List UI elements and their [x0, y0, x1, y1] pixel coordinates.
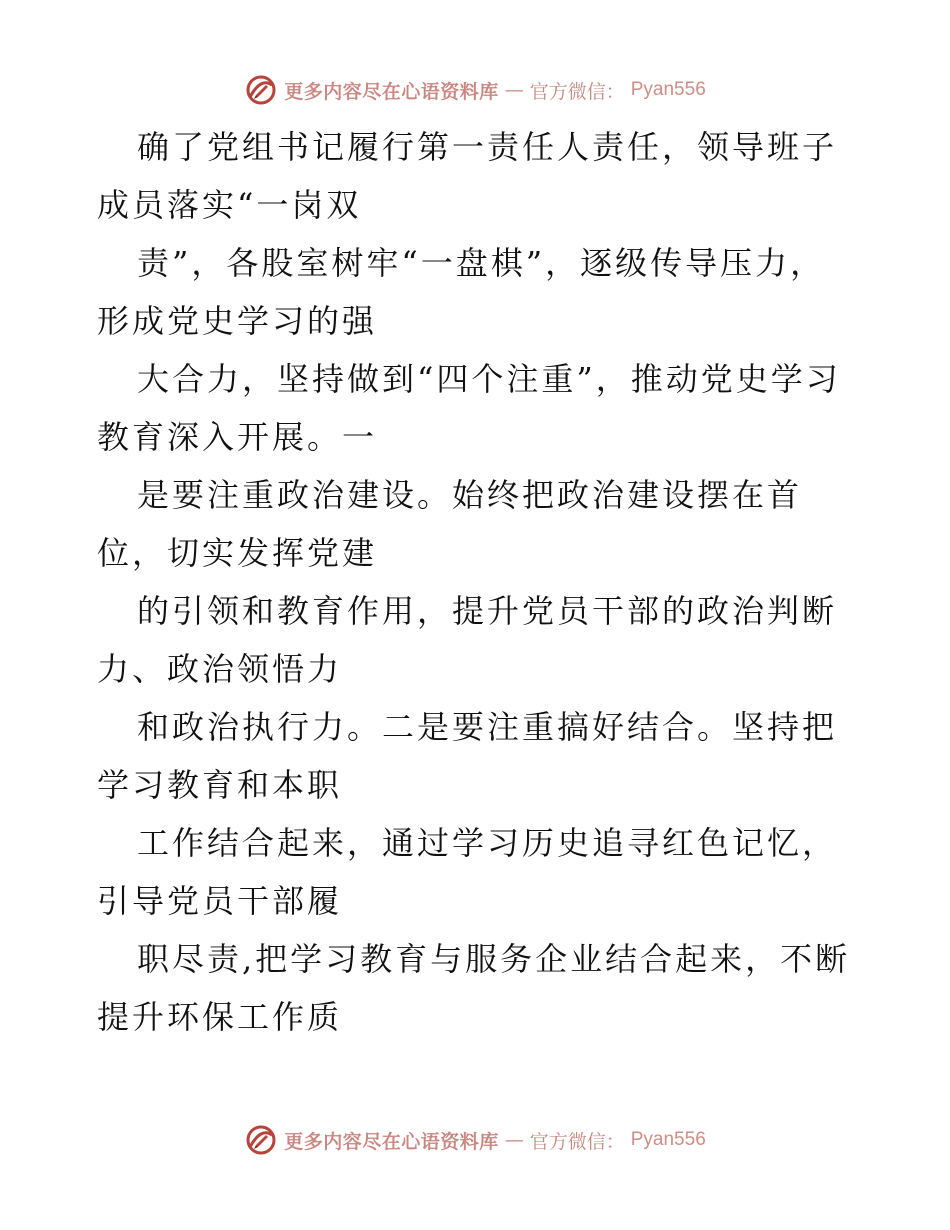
watermark-brand: 更多内容尽在心语资料库 [284, 1130, 499, 1153]
paragraph [97, 466, 857, 582]
line-first: 的引领和教育作用，提升党员干部的政治判断 [137, 592, 838, 630]
line-second: 导党员干部履 [132, 882, 343, 920]
paragraph [97, 698, 857, 814]
line-first: 责”，各股室树牢“一盘棋”，逐级传导压力， [137, 244, 826, 282]
watermark-dash: — [504, 1129, 524, 1151]
watermark-brand: 更多内容尽在心语资料库 [284, 80, 499, 103]
paragraph [97, 234, 857, 350]
watermark-label: 官方微信： [529, 1130, 625, 1153]
line-first: 工作结合起来，通过学习历史追寻红色记忆，引 [97, 824, 838, 920]
watermark-wechat-id: Pyan556 [630, 79, 706, 100]
line-first: 是要注重政治建设。始终把政治建设摆在首位， [97, 476, 803, 572]
paragraph [97, 930, 857, 1046]
line-second: 提升环保工作质 [97, 998, 343, 1036]
line-first: 和政治执行力。二是要注重搞好结合。坚持把学 [97, 708, 838, 804]
line-second: 形成党史学习的强 [97, 302, 378, 340]
line-second: 力、政治领悟力 [97, 650, 343, 688]
paragraph [97, 582, 857, 698]
line-second: 教育深入开展。一 [97, 418, 378, 456]
swirl-pen-logo-icon [244, 1123, 278, 1157]
paragraph [97, 814, 857, 930]
paragraph [97, 350, 857, 466]
swirl-pen-logo-icon [244, 73, 278, 107]
line-first: 确了党组书记履行第一责任人责任，领导班子成 [97, 128, 838, 224]
line-second: 员落实“一岗双 [132, 186, 362, 224]
document-body [97, 118, 857, 1046]
watermark-dash: — [504, 79, 524, 101]
paragraph [97, 118, 857, 234]
line-second: 切实发挥党建 [167, 534, 378, 572]
header-watermark [0, 70, 950, 110]
line-first: 大合力，坚持做到“四个注重”，推动党史学习 [137, 360, 841, 398]
line-first: 职尽责,把学习教育与服务企业结合起来，不断 [137, 940, 851, 978]
watermark-wechat-id: Pyan556 [630, 1129, 706, 1150]
footer-watermark [0, 1120, 950, 1160]
watermark-label: 官方微信： [529, 80, 625, 103]
line-second: 习教育和本职 [132, 766, 343, 804]
